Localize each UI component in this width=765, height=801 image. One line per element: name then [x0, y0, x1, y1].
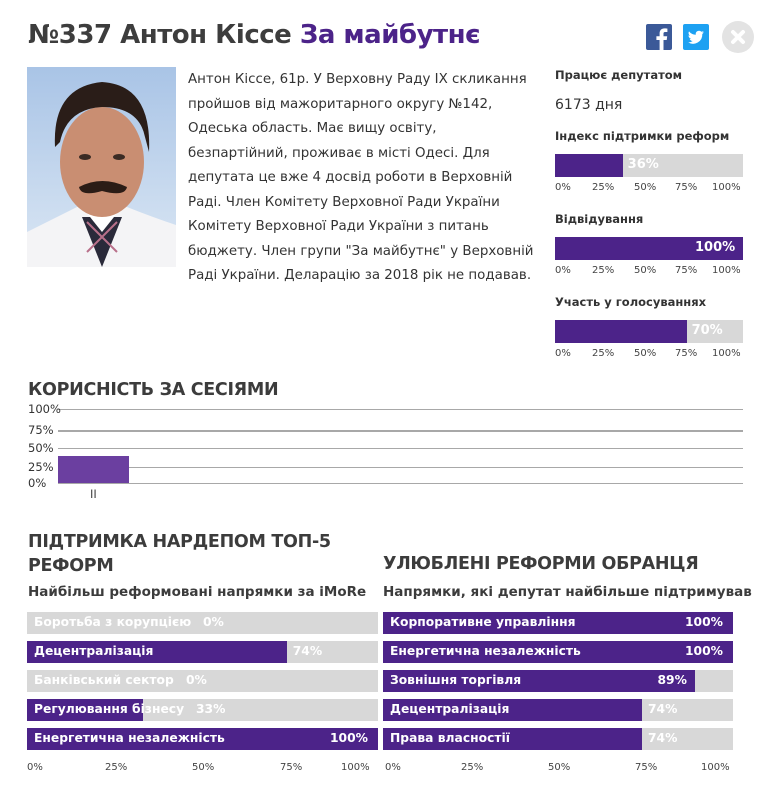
reform-label: Регулювання бізнесу	[34, 702, 185, 716]
deputy-photo	[27, 67, 176, 267]
stat-bar-label: Відвідування	[555, 212, 644, 226]
facebook-share-button[interactable]	[646, 24, 672, 50]
reform-bar[interactable]	[27, 699, 378, 721]
gridline	[58, 483, 743, 484]
sessions-chart	[28, 400, 748, 505]
tick-label: 25%	[592, 348, 615, 359]
tick-label: 100%	[712, 348, 741, 359]
stat-progress-fill	[555, 320, 687, 343]
reform-value: 74%	[292, 644, 323, 658]
favorites-subtitle: Напрямки, які депутат найбільше підтримував	[383, 584, 752, 600]
gridline	[58, 448, 743, 449]
tick-label: 75%	[280, 762, 303, 773]
favorites-title: УЛЮБЛЕНІ РЕФОРМИ ОБРАНЦЯ	[383, 554, 699, 574]
reform-label: Енергетична незалежність	[34, 731, 225, 745]
twitter-icon	[683, 24, 709, 50]
reform-value: 100%	[685, 644, 723, 658]
tick-label: 50%	[634, 182, 657, 193]
facebook-icon	[646, 24, 672, 50]
stat-bar-label: Індекс підтримки реформ	[555, 129, 730, 143]
tick-label: 75%	[675, 265, 698, 276]
session-bar[interactable]	[58, 456, 129, 483]
reform-value: 89%	[657, 673, 687, 687]
deputy-name: Антон Кіссе	[120, 20, 292, 50]
reform-label: Децентралізація	[34, 644, 154, 658]
stat-progress-bar	[555, 154, 743, 177]
tick-label: 50%	[634, 265, 657, 276]
tick-label: 25%	[105, 762, 128, 773]
tick-label: 0%	[385, 762, 401, 773]
reform-label: Децентралізація	[390, 702, 510, 716]
twitter-share-button[interactable]	[683, 24, 709, 50]
tick-label: 100%	[712, 182, 741, 193]
reform-value: 33%	[196, 702, 226, 716]
tick-label: 100%	[712, 265, 741, 276]
y-tick-label: 25%	[28, 460, 54, 474]
y-tick-label: 75%	[28, 423, 54, 437]
party-link[interactable]: За майбутнє	[299, 20, 480, 50]
tick-label: 0%	[555, 348, 571, 359]
axis-ticks	[27, 762, 378, 774]
tick-label: 25%	[592, 265, 615, 276]
reform-bar[interactable]	[383, 641, 733, 663]
reform-bar[interactable]	[27, 670, 378, 692]
reform-value: 74%	[648, 702, 678, 716]
top5-subtitle: Найбільш реформовані напрямки за iMoRe	[28, 584, 367, 600]
tick-label: 50%	[548, 762, 571, 773]
tick-label: 50%	[192, 762, 215, 773]
tick-label: 25%	[461, 762, 484, 773]
top5-title: ПІДТРИМКА НАРДЕПОМ ТОП-5 РЕФОРМ	[28, 532, 331, 576]
stat-progress-value: 36%	[627, 157, 659, 172]
y-tick-label: 0%	[28, 476, 47, 490]
reform-value: 0%	[186, 673, 207, 687]
close-button[interactable]	[722, 21, 754, 53]
stat-axis-ticks	[555, 265, 749, 277]
gridline	[58, 467, 743, 468]
reform-value: 100%	[330, 731, 368, 745]
tick-label: 0%	[27, 762, 43, 773]
tick-label: 50%	[634, 348, 657, 359]
reform-bar[interactable]	[383, 612, 733, 634]
tenure-label: Працює депутатом	[555, 68, 683, 82]
deputy-bio: Антон Кіссе, 61р. У Верховну Раду IX скликання пройшов від мажоритарного округу №142, Одеська область. Має вищу освіту, безпартійний, проживає в місті Одесі. Для депутата це вже 4 досвід роботи в Верховній Раді. Член Комітету Верховної Ради України Комітету Верховної Ради України з питань бюджету. Член групи "За майбутнє" у Верховній Раді України. Деларацію за 2018 рік не подавав.	[188, 72, 534, 283]
deputy-number: №337	[28, 20, 112, 50]
stat-progress-value: 100%	[695, 240, 736, 255]
stat-progress-fill	[555, 154, 623, 177]
x-tick-label: II	[90, 487, 97, 501]
reform-bar[interactable]	[27, 728, 378, 750]
tick-label: 0%	[555, 265, 571, 276]
tenure-value: 6173 дня	[555, 97, 623, 113]
reform-bar[interactable]	[383, 670, 733, 692]
tick-label: 100%	[341, 762, 370, 773]
reform-value: 0%	[203, 615, 224, 629]
tick-label: 75%	[635, 762, 658, 773]
axis-ticks	[383, 762, 733, 774]
reform-label: Права власностії	[390, 731, 510, 745]
close-icon	[722, 21, 754, 53]
tick-label: 75%	[675, 182, 698, 193]
gridline	[58, 409, 743, 410]
reform-label: Зовнішня торгівля	[390, 673, 522, 687]
reform-label: Банківський сектор	[34, 673, 174, 687]
reform-label: Енергетична незалежність	[390, 644, 581, 658]
tick-label: 100%	[701, 762, 730, 773]
reform-value: 74%	[648, 731, 678, 745]
y-tick-label: 50%	[28, 441, 54, 455]
gridline	[58, 430, 743, 432]
reform-bar[interactable]	[383, 699, 733, 721]
tick-label: 25%	[592, 182, 615, 193]
stat-progress-bar	[555, 237, 743, 260]
stat-bar-label: Участь у голосуваннях	[555, 295, 707, 309]
page-title	[28, 20, 480, 50]
reform-bar[interactable]	[383, 728, 733, 750]
reform-label: Корпоративне управління	[390, 615, 576, 629]
reform-label: Боротьба з корупцією	[34, 615, 192, 629]
y-tick-label: 100%	[28, 402, 61, 416]
stat-progress-bar	[555, 320, 743, 343]
sessions-title: КОРИСНІСТЬ ЗА СЕСІЯМИ	[28, 380, 279, 400]
stat-progress-value: 70%	[691, 323, 723, 338]
reform-bar[interactable]	[27, 641, 378, 663]
stat-axis-ticks	[555, 182, 749, 194]
tick-label: 75%	[675, 348, 698, 359]
tick-label: 0%	[555, 182, 571, 193]
stat-axis-ticks	[555, 348, 749, 360]
reform-bar[interactable]	[27, 612, 378, 634]
reform-value: 100%	[685, 615, 723, 629]
